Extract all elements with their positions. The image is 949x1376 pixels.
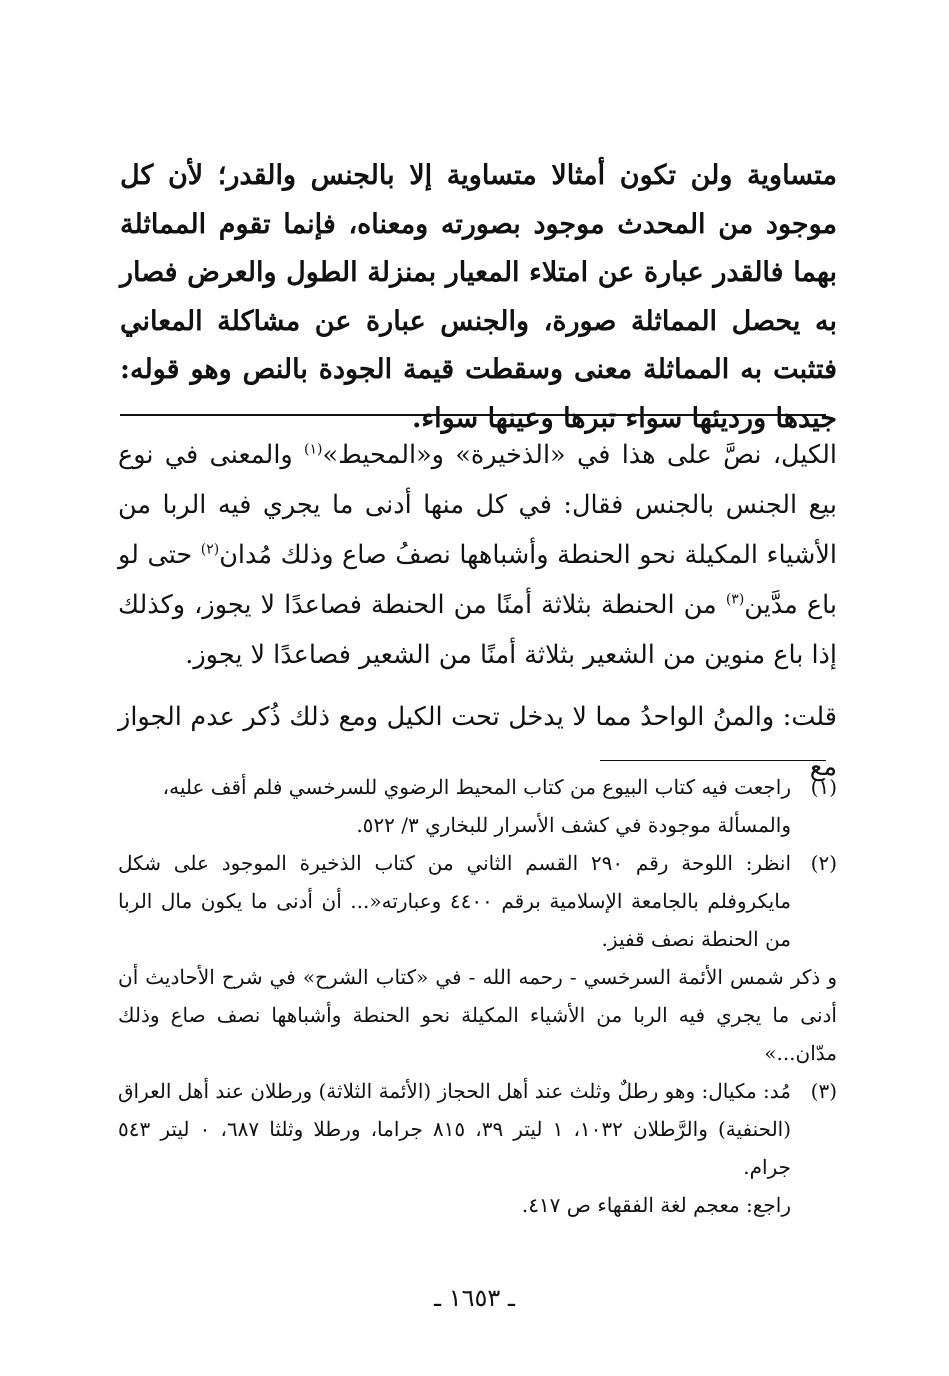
footnote-line: والمسألة موجودة في كشف الأسرار للبخاري ٣/ ٥٢٢. [356, 813, 791, 837]
footnote-line: راجعت فيه كتاب البيوع من كتاب المحيط الرضوي للسرخسي فلم أقف عليه، [162, 775, 791, 799]
commentary-segment: الكيل، نصَّ على هذا في «الذخيرة» و«المحيط» [322, 440, 837, 470]
footnote-ref-2: (٢) [200, 541, 220, 558]
footnote-line: انظر: اللوحة رقم ٢٩٠ القسم الثاني من كتاب الذخيرة الموجود على شكل مايكروفلم بالجامعة الإسلامية برقم ٤٤٠٠ وعبارته«... أن أدنى ما يكون مال الربا من الحنطة نصف قفيز. [118, 851, 791, 951]
footnote-body [118, 768, 791, 844]
footnote-2-continuation [118, 958, 837, 1072]
footnote-2 [118, 844, 837, 958]
footnotes-separator [600, 760, 826, 761]
footnotes [118, 768, 837, 1224]
footnote-3 [118, 1072, 837, 1224]
commentary-segment: حتى لو باع مدَّين [118, 540, 837, 620]
footnote-number: (٣) [810, 1079, 837, 1103]
main-text-paragraph: متساوية ولن تكون أمثالا متساوية إلا بالجنس والقدر؛ لأن كل موجود من المحدث موجود بصورته ومعناه، فإنما تقوم المماثلة بهما فالقدر عبارة عن امتلاء المعيار بمنزلة الطول والعرض فصار به يحصل المماثلة صورة، والجنس عبارة عن مشاكلة المعاني فتثبت به المماثلة معنى وسقطت قيمة الجودة بالنص وهو قوله: جيدها ورديئها سواء تبرها وعينها سواء. [120, 160, 837, 434]
footnote-ref-3: (٣) [725, 591, 745, 608]
page-number: ـ ١٦٥٣ ـ [434, 1284, 515, 1312]
footnote-number: (١) [810, 775, 837, 799]
footnote-body [118, 1072, 791, 1224]
footnote-1 [118, 768, 837, 844]
footnote-line: مُد: مكيال: وهو رطلٌ وثلث عند أهل الحجاز (الأئمة الثلاثة) ورطلان عند أهل العراق (الحنفية) والرَّطلان ١٠٣٢، ١ ليتر ٣٩، ٨١٥ جراما، ورطلا وثلثا ٦٨٧، ٠ ليتر ٥٤٣ جرام. [118, 1079, 792, 1179]
commentary-paragraph-2: قلت: والمنُ الواحدُ مما لا يدخل تحت الكيل ومع ذلك ذُكر عدم الجواز مع [118, 702, 837, 782]
footnote-number: (٢) [810, 851, 837, 875]
footnote-body [118, 844, 791, 958]
main-text-separator [120, 414, 826, 416]
commentary-paragraph-1 [118, 430, 837, 680]
footnote-ref-1: (١) [304, 441, 323, 458]
footnote-line: و ذكر شمس الأئمة السرخسي - رحمه الله - في «كتاب الشرح» في شرح الأحاديث أن أدنى ما يجري فيه الربا من الأشياء المكيلة نحو الحنطة وأشباهها نصف صاع وذلك مدّان...» [118, 965, 837, 1065]
commentary-text [118, 430, 837, 792]
main-text [120, 152, 837, 443]
commentary-segment: والمعنى في نوع بيع الجنس بالجنس فقال: في كل منها أدنى ما يجري فيه الربا من الأشياء المكيلة نحو الحنطة وأشباهها نصفُ صاع وذلك مُدان [118, 440, 837, 570]
footnote-line: راجع: معجم لغة الفقهاء ص ٤١٧. [521, 1193, 791, 1217]
commentary-segment: من الحنطة بثلاثة أمنًا من الحنطة فصاعدًا لا يجوز، وكذلك إذا باع منوين من الشعير بثلاثة أمنًا من الشعير فصاعدًا لا يجوز. [118, 590, 837, 670]
